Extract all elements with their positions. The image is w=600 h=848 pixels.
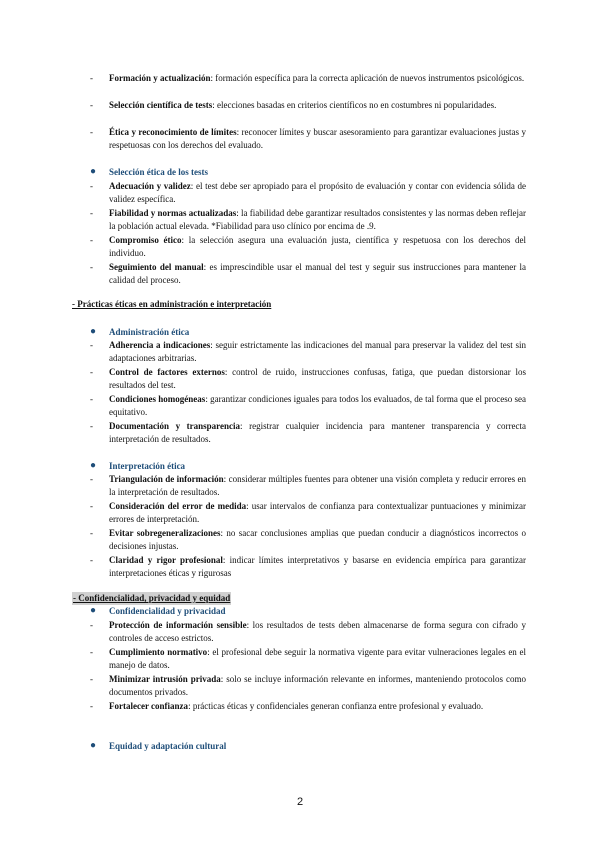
item-term: Consideración del error de medida [109, 501, 247, 511]
subheading-seleccion: ● Selección ética de los tests [90, 166, 208, 177]
item-term: Control de factores externos [109, 367, 225, 377]
item-text: : reconocer límites y buscar asesoramiento para garantizar evaluaciones justas y respetuosas con los derechos del evaluado. [109, 127, 526, 150]
list-item: - Triangulación de información: considerar múltiples fuentes para obtener una visión completa y reducir errores en la interpretación de resultados. [90, 474, 527, 497]
item-text: : no sacar conclusiones amplias que puedan conducir a diagnósticos incorrectos o decisiones injustas. [109, 528, 526, 551]
item-text: : el test debe ser apropiado para el propósito de evaluación y contar con evidencia sólida de validez específica. [109, 181, 527, 204]
item-text: : los resultados de tests deben almacenarse de forma segura con cifrado y controles de acceso estrictos. [109, 620, 526, 643]
item-term: Documentación y transparencia [109, 421, 240, 431]
list-item: - Adherencia a indicaciones: seguir estrictamente las indicaciones del manual para preservar la validez del test sin adaptaciones arbitrarias. [90, 340, 526, 363]
item-term: Adherencia a indicaciones [109, 340, 211, 350]
item-text: : garantizar condiciones iguales para todos los evaluados, de tal forma que el proceso sea equitativo. [109, 394, 526, 417]
item-term: Fortalecer confianza [109, 701, 189, 711]
item-text: : elecciones basadas en criterios científicos no en costumbres ni popularidades. [212, 100, 497, 110]
item-term: Ética y reconocimiento de límites [109, 127, 237, 137]
item-text: : seguir estrictamente las indicaciones del manual para preservar la validez del test sin adaptaciones arbitrarias. [109, 340, 526, 363]
item-term: Formación y actualización [109, 73, 211, 83]
item-text: : indicar límites interpretativos y basarse en evidencia empírica para garantizar interpretaciones éticas y rigurosas [109, 555, 527, 578]
bullet-icon: ● [90, 166, 97, 177]
item-term: Compromiso ético [109, 235, 182, 245]
item-text: : es imprescindible usar el manual del test y seguir sus instrucciones para mantener la calidad del proceso. [109, 262, 527, 285]
item-term: Selección científica de tests [109, 100, 213, 110]
item-term: Claridad y rigor profesional [109, 555, 223, 565]
item-text: : solo se incluye información relevante en informes, manteniendo protocolos como documentos privados. [109, 674, 527, 697]
list-item: - Documentación y transparencia: registrar cualquier incidencia para mantener transparencia y correcta interpretación de resultados. [90, 421, 527, 444]
list-item: - Formación y actualización: formación específica para la correcta aplicación de nuevos instrumentos psicológicos. [90, 73, 525, 83]
list-item: - Fortalecer confianza: prácticas éticas y confidenciales generan confianza entre profesional y evaluado. [90, 701, 484, 711]
page-number: 2 [296, 796, 304, 808]
item-term: Condiciones homogéneas [109, 394, 206, 404]
item-term: Triangulación de información [109, 474, 224, 484]
subheading-interpretacion: ● Interpretación ética [90, 460, 186, 471]
item-text: : prácticas éticas y confidenciales generan confianza entre profesional y evaluado. [188, 701, 484, 711]
subheading-administracion: ● Administración ética [90, 326, 190, 337]
item-text: : usar intervalos de confianza para contextualizar puntuaciones y minimizar errores de interpretación. [109, 501, 526, 524]
list-item: - Fiabilidad y normas actualizadas: la fiabilidad debe garantizar resultados consistentes y las normas deben reflejar la población actual elevada. *Fiabilidad para uso clínico por encima de .9. [90, 208, 527, 231]
subheading-confidencialidad: ● Confidencialidad y privacidad [90, 605, 226, 616]
item-term: Evitar sobregeneralizaciones [109, 528, 221, 538]
item-text: : la selección asegura una evaluación justa, científica y respetuosa con los derechos del individuo. [109, 235, 527, 258]
item-text: : considerar múltiples fuentes para obtener una visión completa y reducir errores en la interpretación de resultados. [109, 474, 527, 497]
list-item: - Control de factores externos: control de ruido, instrucciones confusas, fatiga, que puedan distorsionar los resultados del test. [90, 367, 526, 390]
list-item: - Consideración del error de medida: usar intervalos de confianza para contextualizar puntuaciones y minimizar errores de interpretación. [90, 501, 526, 524]
subheading-equidad: ● Equidad y adaptación cultural [90, 740, 227, 751]
section-heading: - Confidencialidad, privacidad y equidad [73, 593, 231, 603]
list-item: - Cumplimiento normativo: el profesional debe seguir la normativa vigente para evitar vulneraciones legales en el manejo de datos. [90, 647, 526, 670]
list-item: - Minimizar intrusión privada: solo se incluye información relevante en informes, manteniendo protocolos como documentos privados. [90, 674, 527, 697]
item-term: Minimizar intrusión privada [109, 674, 221, 684]
list-item: - Compromiso ético: la selección asegura una evaluación justa, científica y respetuosa con los derechos del individuo. [90, 235, 527, 258]
bullet-icon: ● [90, 740, 97, 751]
list-item: - Adecuación y validez: el test debe ser apropiado para el propósito de evaluación y contar con evidencia sólida de validez específica. [90, 181, 527, 204]
list-item: - Seguimiento del manual: es imprescindible usar el manual del test y seguir sus instrucciones para mantener la calidad del proceso. [90, 262, 527, 285]
list-item: - Selección científica de tests: elecciones basadas en criterios científicos no en costumbres ni popularidades. [90, 100, 497, 110]
bullet-icon: ● [90, 605, 97, 616]
item-term: Fiabilidad y normas actualizadas [109, 208, 237, 218]
section-heading: - Prácticas éticas en administración e interpretación [72, 299, 272, 309]
item-term: Protección de información sensible [109, 620, 247, 630]
item-term: Seguimiento del manual [109, 262, 204, 272]
item-term: Cumplimiento normativo [109, 647, 208, 657]
item-text: : registrar cualquier incidencia para mantener transparencia y correcta interpretación de resultados. [109, 421, 527, 444]
list-item: - Evitar sobregeneralizaciones: no sacar conclusiones amplias que puedan conducir a diagnósticos incorrectos o decisiones injustas. [90, 528, 526, 551]
list-item: - Condiciones homogéneas: garantizar condiciones iguales para todos los evaluados, de tal forma que el proceso sea equitativo. [90, 394, 526, 417]
bullet-icon: ● [90, 460, 97, 471]
list-item: - Ética y reconocimiento de límites: reconocer límites y buscar asesoramiento para garantizar evaluaciones justas y respetuosas con los derechos del evaluado. [90, 127, 526, 150]
item-term: Adecuación y validez [109, 181, 191, 191]
list-item: - Claridad y rigor profesional: indicar límites interpretativos y basarse en evidencia empírica para garantizar interpretaciones éticas y rigurosas [90, 555, 527, 578]
item-text: : la fiabilidad debe garantizar resultados consistentes y las normas deben reflejar la población actual elevada. *Fiabilidad para uso clínico por encima de .9. [109, 208, 527, 231]
bullet-icon: ● [90, 326, 97, 337]
item-text: : formación específica para la correcta aplicación de nuevos instrumentos psicológicos. [210, 73, 525, 83]
item-text: : control de ruido, instrucciones confusas, fatiga, que puedan distorsionar los resultados del test. [109, 367, 526, 390]
item-text: : el profesional debe seguir la normativa vigente para evitar vulneraciones legales en el manejo de datos. [109, 647, 526, 670]
list-item: - Protección de información sensible: los resultados de tests deben almacenarse de forma segura con cifrado y controles de acceso estrictos. [90, 620, 526, 643]
